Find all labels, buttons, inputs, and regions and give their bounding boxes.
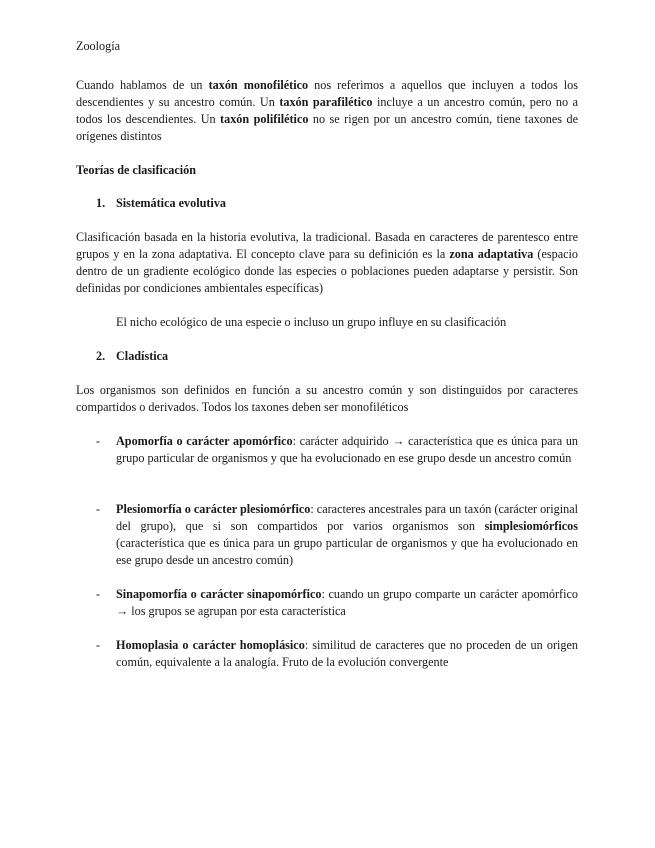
definition-text: : carácter adquirido → característica que es única para un grupo particular de organismos y que ha evolucionado en ese grupo desde un ancestro común: [116, 434, 579, 465]
list-item-text: [116, 586, 578, 620]
section-2-paragraph: Los organismos son definidos en función a su ancestro común y son distinguidos por caracteres compartidos o derivados. Todos los taxones deben ser monofiléticos: [76, 383, 578, 414]
section-1-text: Clasificación basada en la historia evolutiva, la tradicional. Basada en caracteres de parentesco entre grupos y en la zona adaptativa. El concepto clave para su definición es la: [76, 230, 578, 261]
section-1-paragraph: [76, 229, 578, 297]
term-apomorfia: Apomorfía o carácter apomórfico: [116, 434, 293, 448]
term-monofiletico: taxón monofilético: [208, 78, 309, 92]
list-dash: -: [96, 502, 101, 516]
list-dash: -: [96, 587, 101, 601]
term-polifiletico: taxón polifilético: [220, 112, 309, 126]
intro-text: nos referimos a aquellos que incluyen a todos los descendientes y su ancestro común. Un: [76, 78, 578, 109]
section-1-number: 1.: [96, 196, 106, 210]
section-2-title: Cladística: [116, 349, 169, 363]
term-sinapomorfia: Sinapomorfía o carácter sinapomórfico: [116, 587, 322, 601]
term-simplesiomorficos: simplesiomórficos: [484, 519, 578, 533]
section-1-title: Sistemática evolutiva: [116, 196, 227, 210]
definition-text: (característica que es única para un grupo particular de organismos y que ha evolucionado en ese grupo desde un ancestro común): [116, 536, 578, 567]
page-header: Zoología: [76, 39, 121, 53]
list-item-text: [116, 501, 578, 569]
list-dash: -: [96, 434, 101, 448]
definition-text: : cuando un grupo comparte un carácter apomórfico → los grupos se agrupan por esta característica: [116, 587, 578, 618]
definition-text: : caracteres ancestrales para un taxón (carácter original del grupo), que si son compartidos por varios organismos son: [116, 502, 579, 533]
list-dash: -: [96, 638, 101, 652]
term-zona-adaptativa: zona adaptativa: [449, 247, 534, 261]
term-homoplasia: Homoplasia o carácter homoplásico: [116, 638, 305, 652]
intro-text: incluye a un ancestro común, pero no a todos los descendientes. Un: [76, 95, 579, 126]
term-plesiomorfia: Plesiomorfía o carácter plesiomórfico: [116, 502, 311, 516]
section-1-note: El nicho ecológico de una especie o incluso un grupo influye en su clasificación: [116, 315, 507, 329]
term-parafiletico: taxón parafilético: [279, 95, 373, 109]
intro-paragraph: [76, 77, 578, 145]
section-1-text: (espacio dentro de un gradiente ecológico donde las especies o poblaciones pueden adaptarse y persistir. Son definidas por condiciones ambientales específicas): [76, 247, 578, 295]
list-item-text: [116, 637, 578, 671]
section-2-number: 2.: [96, 349, 106, 363]
intro-text: Cuando hablamos de un: [76, 78, 209, 92]
theories-heading: Teorías de clasificación: [76, 163, 197, 177]
list-item-text: [116, 433, 578, 467]
definition-text: : similitud de caracteres que no proceden de un origen común, equivalente a la analogía. Fruto de la evolución convergente: [116, 638, 578, 669]
intro-text: no se rigen por un ancestro común, tiene taxones de orígenes distintos: [76, 112, 578, 143]
